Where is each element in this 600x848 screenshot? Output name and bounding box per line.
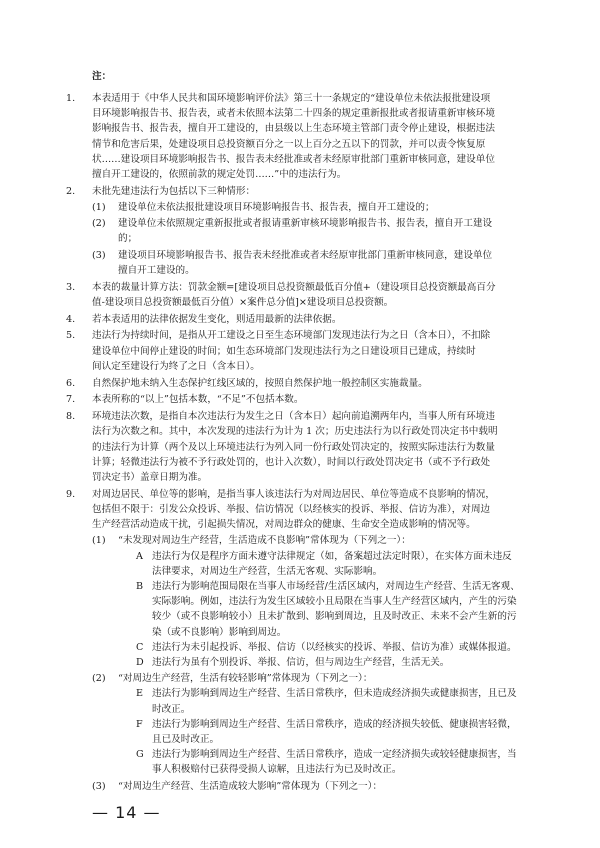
sub-item [92,216,530,246]
lettered-item-text-line: 违法行为未引起投诉、举报、信访（以经核实的投诉、举报、信访为准）或媒体报道。 [152,641,517,653]
note-text-line: 本表的裁量计算方法：罚款金额=[建设项目总投资额最低百分值+（建设项目总投资额最高百分 [92,281,496,293]
note-number: 7. [66,394,76,406]
note-item [66,328,530,374]
note-number: 2. [66,185,76,197]
note-number: 8. [66,411,76,423]
sub-item-number: (3) [92,780,106,792]
note-number: 1. [66,93,76,104]
note-text-line: 违法行为持续时间，是指从开工建设之日至生态环境部门发现违法行为之日（含本日），不扣除 [92,330,491,342]
note-item [66,184,530,278]
lettered-item [136,655,530,670]
lettered-item-label: A [136,550,143,562]
sub-item-text-line: 建设单位未依法报批建设项目环境影响报告书、报告表，擅自开工建设的； [118,202,435,214]
lettered-item-label: G [136,749,144,761]
sub-item [92,248,530,278]
lettered-item-label: D [136,657,144,669]
note-item [66,91,530,182]
note-text-line: 若本表适用的法律依据发生变化，则适用最新的法律依据。 [92,313,342,325]
note-text-line: 包括但不限于：引发公众投诉、举报、信访情况（以经核实的投诉、举报、信访为准），对周边 [92,504,491,516]
lettered-item-text-line: 违法行为虽有个别投诉、举报、信访，但与周边生产经营，生活无关。 [152,657,450,669]
sub-item-number: (1) [92,535,106,547]
note-text-line: 情节和危害后果，处建设项目总投资额百分之一以上百分之五以下的罚款，并可以责令恢复原 [92,138,486,150]
sub-item [92,200,530,215]
lettered-item [136,549,530,579]
note-text-line: 生产经营活动造成干扰，引起损失情况，对周边群众的健康、生命安全造成影响的情况等。 [92,519,476,531]
lettered-item-text-line: 实际影响。例如，违法行为发生区域较小且局限在当事人生产经营区域内，产生的污染 [152,596,517,608]
note-number: 4. [66,313,76,325]
sub-item-number: (3) [92,249,106,261]
note-item [66,312,530,327]
sub-item-text-line: 建设单位未依照规定重新报批或者报请重新审核环境影响报告书、报告表，擅自开工建设 [118,218,493,230]
sub-item-number: (1) [92,202,106,214]
sub-item-text-line: “对周边生产经营，生活有较轻影响”常体现为（下列之一）： [118,673,373,685]
note-text-line: 的违法行为计算（两个及以上环境违法行为列入同一份行政处罚决定的，按照实际违法行为数量 [92,441,495,453]
note-text-line: 未批先建违法行为包括以下三种情形： [92,185,256,197]
lettered-item-label: E [136,688,144,700]
note-text-line: 环境违法次数，是指自本次违法行为发生之日（含本日）起向前追溯两年内，当事人所有环境违 [92,411,495,423]
note-text-line: 状……建设项目环境影响报告书、报告表未经批准或者未经原审批部门重新审核同意，建设单位 [92,153,495,165]
note-item [66,392,530,407]
lettered-item [136,579,530,640]
note-item [66,280,530,310]
lettered-item-label: B [136,581,144,593]
lettered-item [136,640,530,655]
lettered-item-text-line: 染（或不良影响）影响到周边。 [152,626,287,638]
sub-item-text-line: “未发现对周边生产经营，生活造成不良影响”常体现为（下列之一）： [118,535,411,547]
sub-item [92,671,530,777]
lettered-item-text-line: 违法行为影响到周边生产经营、生活日常秩序，造成的经济损失较低、健康损害轻微， [152,718,517,730]
lettered-item [136,747,530,777]
note-text-line: 法行为次数之和。其中，本次发现的违法行为计为 1 次；历史违法行为以行政处罚决定书中载明 [92,426,498,438]
sub-item-text-line: 建设项目环境影响报告书、报告表未经批准或者未经原审批部门重新审核同意，建设单位 [118,249,493,261]
note-text-line: 本表所称的“以上”包括本数，“不足”不包括本数。 [92,394,304,406]
note-number: 3. [66,281,76,293]
note-text-line: 对周边居民、单位等的影响，是指当事人该违法行为对周边居民、单位等造成不良影响的情况， [92,488,495,500]
note-number: 5. [66,330,76,342]
sub-item-number: (2) [92,673,106,685]
lettered-item-label: C [136,641,144,653]
sub-item [92,533,530,670]
lettered-item-text-line: 违法行为仅是程序方面未遵守法律规定（如，备案超过法定时限），在实体方面未违反 [152,550,512,562]
lettered-item-text-line: 违法行为影响到周边生产经营、生活日常秩序，但未造成经济损失或健康损害，且已及 [152,688,517,700]
sub-item-text-line: 擅自开工建设的。 [118,264,195,276]
page-number: — 14 — [92,803,161,822]
lettered-item-text-line: 违法行为影响范围局限在当事人市场经营/生活区域内，对周边生产经营、生活无客观、 [152,581,520,593]
note-text-line: 罚决定书）盖章日期为准。 [92,472,208,484]
note-item [66,409,530,485]
note-text-line: 本表适用于《中华人民共和国环境影响评价法》第三十一条规定的“建设单位未依法报批建设项 [92,93,491,104]
note-item [66,376,530,391]
sub-item-text-line: “对周边生产经营、生活造成较大影响”常体现为（下列之一）： [118,780,383,792]
note-number: 6. [66,377,76,389]
note-text-line: 值-建设项目总投资额最低百分值）×案件总分值]×建设项目总投资额。 [92,296,394,308]
lettered-item-text-line: 时改正。 [152,703,191,715]
notes-list [66,91,530,795]
lettered-item [136,717,530,747]
lettered-item-text-line: 法律要求，对周边生产经营，生活无客观、实际影响。 [152,565,383,577]
note-number: 9. [66,488,76,500]
note-text-line: 擅自开工建设的，依照前款的规定处罚……”中的违法行为。 [92,169,347,181]
note-text-line: 影响报告书、报告表，擅自开工建设的，由县级以上生态环境主管部门责令停止建设，根据违法 [92,123,495,135]
note-text-line: 间认定至建设行为终了之日（含本日）。 [92,360,260,372]
note-item [66,487,530,794]
note-text-line: 目环境影响报告书、报告表，或者未依照本法第二十四条的规定重新报批或者报请重新审核环境 [92,108,495,120]
sub-item [92,779,530,794]
lettered-item-text-line: 较少（或不良影响较小）且未扩散到、影响到周边，且及时改正、未来不会产生新的污 [152,611,517,623]
lettered-item-text-line: 且已及时改正。 [152,734,220,746]
note-text-line: 计算；轻微违法行为被不予行政处罚的，也计入次数），时间以行政处罚决定书（或不予行政处 [92,456,491,468]
sub-item-number: (2) [92,218,106,230]
sub-item-text-line: 的； [118,233,138,245]
note-text-line: 自然保护地未纳入生态保护红线区域的，按照自然保护地一般控制区实施裁量。 [92,377,428,389]
lettered-item-text-line: 事人积极赔付已获得受损人谅解，且违法行为已及时改正。 [152,764,402,776]
lettered-item-label: F [136,718,143,730]
notes-heading: 注： [92,71,112,82]
note-text-line: 建设单位中间停止建设的时间；如生态环境部门发现违法行为之日建设项目已建成，持续时 [92,345,476,357]
lettered-item [136,686,530,716]
lettered-item-text-line: 违法行为影响到周边生产经营、生活日常秩序，造成一定经济损失或较轻健康损害，当 [152,749,517,761]
